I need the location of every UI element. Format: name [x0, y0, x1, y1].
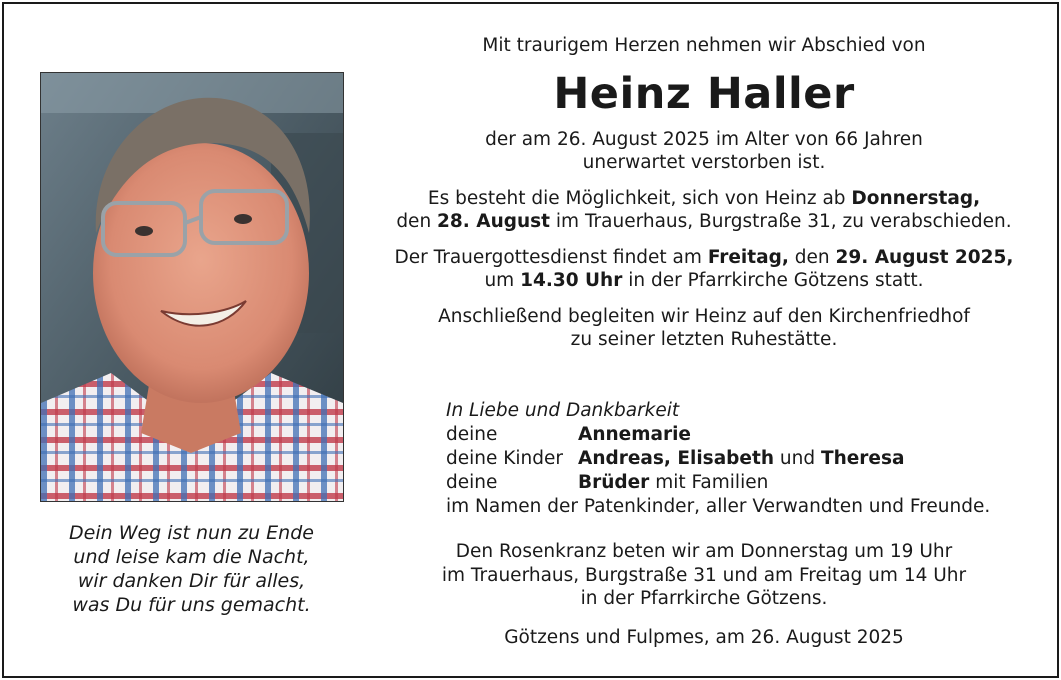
signatory-row	[446, 447, 1046, 471]
farewell-text: den	[396, 211, 438, 232]
relation: deine	[446, 472, 498, 493]
signatories-heading: In Liebe und Dankbarkeit	[446, 400, 680, 421]
farewell-date: 28. August	[437, 211, 551, 232]
poem-line: was Du für uns gemacht.	[72, 594, 311, 616]
service-time: 14.30 Uhr	[520, 270, 623, 291]
poem-line: Dein Weg ist nun zu Ende	[69, 522, 314, 544]
connector: und	[773, 448, 821, 469]
death-notice	[374, 128, 1034, 175]
relation: deine Kinder	[446, 448, 563, 469]
rosary-line: in der Pfarrkirche Götzens.	[580, 588, 828, 609]
signatory-name: Annemarie	[578, 424, 691, 445]
rosary-line: im Trauerhaus, Burgstraße 31 und am Freitag um 14 Uhr	[441, 564, 967, 586]
farewell-notice	[374, 187, 1034, 234]
death-line: unerwartet verstorben ist.	[582, 152, 826, 173]
burial-notice	[374, 305, 1034, 352]
place-date: Götzens und Fulpmes, am 26. August 2025	[504, 627, 904, 648]
signatories	[446, 399, 1046, 519]
signatory-name: Theresa	[820, 448, 905, 469]
service-text: Der Trauergottesdienst findet am	[394, 246, 708, 268]
service-day: Freitag,	[707, 246, 789, 268]
farewell-text: Es besteht die Möglichkeit, sich von Heinz ab	[427, 187, 852, 209]
signatory-name: Brüder	[578, 472, 650, 493]
portrait-photo	[40, 72, 344, 502]
obituary-text	[374, 34, 1034, 364]
service-text: um	[484, 270, 521, 291]
farewell-text: im Trauerhaus, Burgstraße 31, zu verabschieden.	[550, 211, 1012, 232]
memorial-poem	[24, 521, 359, 617]
burial-line: zu seiner letzten Ruhestätte.	[570, 329, 838, 350]
deceased-name: Heinz Haller	[553, 68, 855, 119]
burial-line: Anschließend begleiten wir Heinz auf den Kirchenfriedhof	[438, 305, 970, 327]
relation: deine	[446, 424, 498, 445]
signatory-row	[446, 423, 1046, 447]
service-text: in der Pfarrkirche Götzens statt.	[622, 270, 924, 291]
rosary-line: Den Rosenkranz beten wir am Donnerstag um 19 Uhr	[455, 541, 953, 562]
signatory-name: Andreas, Elisabeth	[578, 448, 774, 469]
poem-line: und leise kam die Nacht,	[73, 546, 310, 568]
intro-line: Mit traurigem Herzen nehmen wir Abschied von	[482, 35, 926, 56]
rosary-notice	[374, 540, 1034, 611]
farewell-day: Donnerstag,	[851, 187, 981, 209]
signatories-closing: im Namen der Patenkinder, aller Verwandten und Freunde.	[446, 496, 991, 517]
poem-line: wir danken Dir für alles,	[77, 570, 306, 592]
service-notice	[374, 246, 1034, 293]
signatory-suffix: mit Familien	[649, 472, 769, 493]
service-text: den	[788, 246, 836, 268]
death-line: der am 26. August 2025 im Alter von 66 Jahren	[485, 128, 923, 150]
obituary-card	[2, 2, 1059, 678]
signatory-row	[446, 471, 1046, 495]
service-date: 29. August 2025,	[835, 246, 1014, 268]
